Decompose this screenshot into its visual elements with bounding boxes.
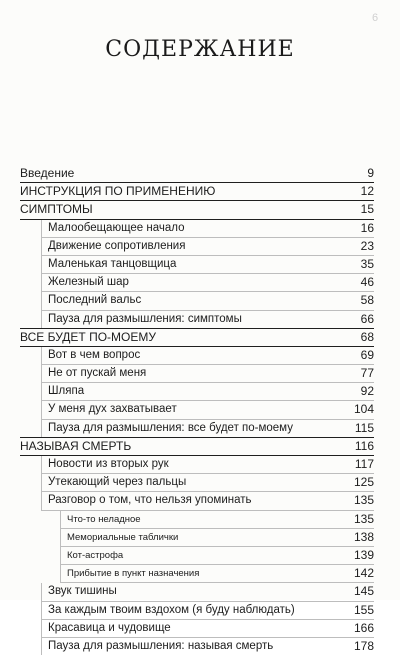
toc-entry-title: Что-то неладное — [67, 513, 141, 525]
toc-entry-resistance-movement[interactable] — [41, 238, 374, 256]
toc-entry-page: 23 — [360, 238, 374, 253]
toc-entry-page: 58 — [360, 293, 374, 308]
toc-entry-page: 135 — [353, 511, 374, 526]
toc-entry-title: НАЗЫВАЯ СМЕРТЬ — [20, 438, 132, 453]
toc-entry-title: Кот-астрофа — [67, 549, 124, 561]
toc-entry-last-waltz[interactable] — [41, 292, 374, 310]
toc-leader — [121, 591, 350, 592]
toc-entry-title: Вот в чем вопрос — [48, 348, 141, 361]
toc-entry-title: За каждым твоим вздохом (я буду наблюдать) — [48, 603, 295, 616]
toc-entry-cat-astrophe[interactable] — [60, 547, 374, 565]
toc-entry-page: 178 — [353, 638, 374, 653]
toc-entry-title: ВСЕ БУДЕТ ПО-МОЕМУ — [20, 329, 156, 344]
toc-entry-title: У меня дух захватывает — [48, 403, 177, 416]
toc-entry-page: 142 — [353, 566, 374, 581]
toc-entry-title: Шляпа — [48, 385, 85, 398]
toc-leader — [133, 282, 357, 283]
toc-entry-page: 77 — [360, 366, 374, 381]
toc-leader — [135, 445, 351, 447]
toc-leader — [277, 646, 350, 647]
toc-entry-my-way[interactable] — [20, 328, 374, 347]
toc-entry-introduction[interactable] — [20, 165, 374, 183]
toc-entry-page: 125 — [353, 475, 374, 490]
toc-leader — [173, 464, 351, 465]
toc-leader — [297, 428, 351, 429]
toc-entry-page: 139 — [353, 547, 374, 562]
toc-entry-page: 115 — [354, 420, 374, 435]
toc-leader — [150, 373, 356, 374]
toc-entry-title: Красавица и чудовище — [48, 621, 171, 634]
toc-entry-title: Разговор о том, что нельзя упоминать — [48, 494, 252, 507]
toc-leader — [299, 610, 350, 611]
toc-entry-page: 9 — [367, 166, 374, 180]
toc-entry-title: Введение — [20, 166, 75, 180]
toc-entry-title: ИНСТРУКЦИЯ ПО ПРИМЕНЕНИЮ — [20, 184, 216, 199]
toc-leader — [144, 355, 356, 356]
table-of-contents — [20, 165, 374, 655]
toc-entry-sound-of-silence[interactable] — [41, 583, 374, 601]
toc-leader — [219, 191, 356, 193]
toc-leader — [145, 300, 356, 301]
toc-entry-title: Малообещающее начало — [48, 221, 185, 234]
toc-leader — [203, 573, 350, 574]
toc-leader — [160, 336, 357, 338]
toc-leader — [175, 628, 350, 629]
toc-entry-page: 166 — [353, 620, 374, 635]
toc-entry-beauty-beast[interactable] — [41, 620, 374, 638]
toc-entry-page: 15 — [360, 202, 374, 217]
toc-entry-symptoms[interactable] — [20, 201, 374, 219]
toc-entry-title: Маленькая танцовщица — [48, 257, 177, 270]
toc-entry-title: СИМПТОМЫ — [20, 202, 93, 217]
toc-entry-title: Звук тишины — [48, 585, 117, 598]
toc-entry-title: Пауза для размышления: все будет по-моему — [48, 421, 293, 434]
page-title: СОДЕРЖАНИЕ — [105, 37, 295, 62]
toc-leader — [190, 482, 350, 483]
toc-entry-breathless[interactable] — [41, 401, 374, 419]
toc-entry-title: Прибытие в пункт назначения — [67, 568, 200, 580]
toc-entry-instructions[interactable] — [20, 183, 374, 201]
toc-entry-that-is-the-question[interactable] — [41, 347, 374, 365]
toc-entry-page: 145 — [353, 584, 374, 599]
toc-entry-hat[interactable] — [41, 383, 374, 401]
toc-entry-unmentionable-talk[interactable] — [41, 492, 374, 510]
toc-entry-naming-death[interactable] — [20, 437, 374, 456]
page-number: 6 — [372, 12, 379, 24]
toc-entry-title: Движение сопротивления — [48, 239, 186, 252]
toc-entry-dont-let-go[interactable] — [41, 365, 374, 383]
toc-leader — [97, 209, 357, 211]
toc-entry-slipping-through-fingers[interactable] — [41, 474, 374, 492]
toc-leader — [256, 500, 350, 501]
toc-entry-memorial-plaques[interactable] — [60, 529, 374, 547]
toc-entry-little-dancer[interactable] — [41, 256, 374, 274]
toc-entry-title: Последний вальс — [48, 294, 142, 307]
toc-entry-title: Утекающий через пальцы — [48, 476, 187, 489]
toc-entry-arrival-destination[interactable] — [60, 565, 374, 583]
toc-entry-page: 138 — [353, 529, 374, 544]
toc-entry-iron-ball[interactable] — [41, 274, 374, 292]
toc-leader — [127, 555, 350, 556]
toc-entry-page: 16 — [360, 220, 374, 235]
toc-leader — [88, 391, 357, 392]
toc-entry-pause-naming-death[interactable] — [41, 638, 374, 655]
toc-leader — [182, 537, 350, 538]
toc-leader — [181, 410, 350, 411]
toc-entry-page: 46 — [360, 275, 374, 290]
toc-entry-page: 35 — [360, 256, 374, 271]
toc-entry-page: 135 — [353, 493, 374, 508]
toc-entry-page: 117 — [354, 457, 374, 471]
toc-leader — [246, 319, 357, 320]
toc-leader — [78, 173, 363, 175]
toc-entry-unpromising-start[interactable] — [41, 220, 374, 238]
toc-entry-title: Новости из вторых рук — [48, 458, 169, 470]
toc-entry-pause-my-way[interactable] — [41, 420, 374, 437]
toc-entry-secondhand-news[interactable] — [41, 456, 374, 474]
toc-entry-title: Пауза для размышления: симптомы — [48, 312, 242, 325]
toc-entry-page: 155 — [353, 602, 374, 617]
toc-entry-something-wrong[interactable] — [60, 511, 374, 529]
toc-leader — [180, 264, 356, 265]
toc-entry-title: Пауза для размышления: называя смерть — [48, 639, 274, 652]
toc-entry-title: Не от пускай меня — [48, 367, 147, 380]
toc-entry-page: 68 — [360, 329, 374, 344]
toc-entry-every-breath[interactable] — [41, 602, 374, 620]
toc-entry-page: 116 — [354, 438, 374, 453]
toc-entry-pause-symptoms[interactable] — [41, 311, 374, 328]
toc-entry-page: 12 — [360, 184, 374, 199]
toc-leader — [189, 246, 356, 247]
toc-entry-title: Мемориальные таблички — [67, 531, 179, 543]
toc-entry-page: 104 — [353, 402, 374, 417]
toc-leader — [189, 228, 357, 229]
toc-leader — [145, 519, 350, 520]
toc-entry-page: 66 — [360, 311, 374, 326]
toc-entry-page: 69 — [360, 347, 374, 362]
toc-entry-title: Железный шар — [48, 276, 129, 289]
toc-entry-page: 92 — [360, 384, 374, 399]
